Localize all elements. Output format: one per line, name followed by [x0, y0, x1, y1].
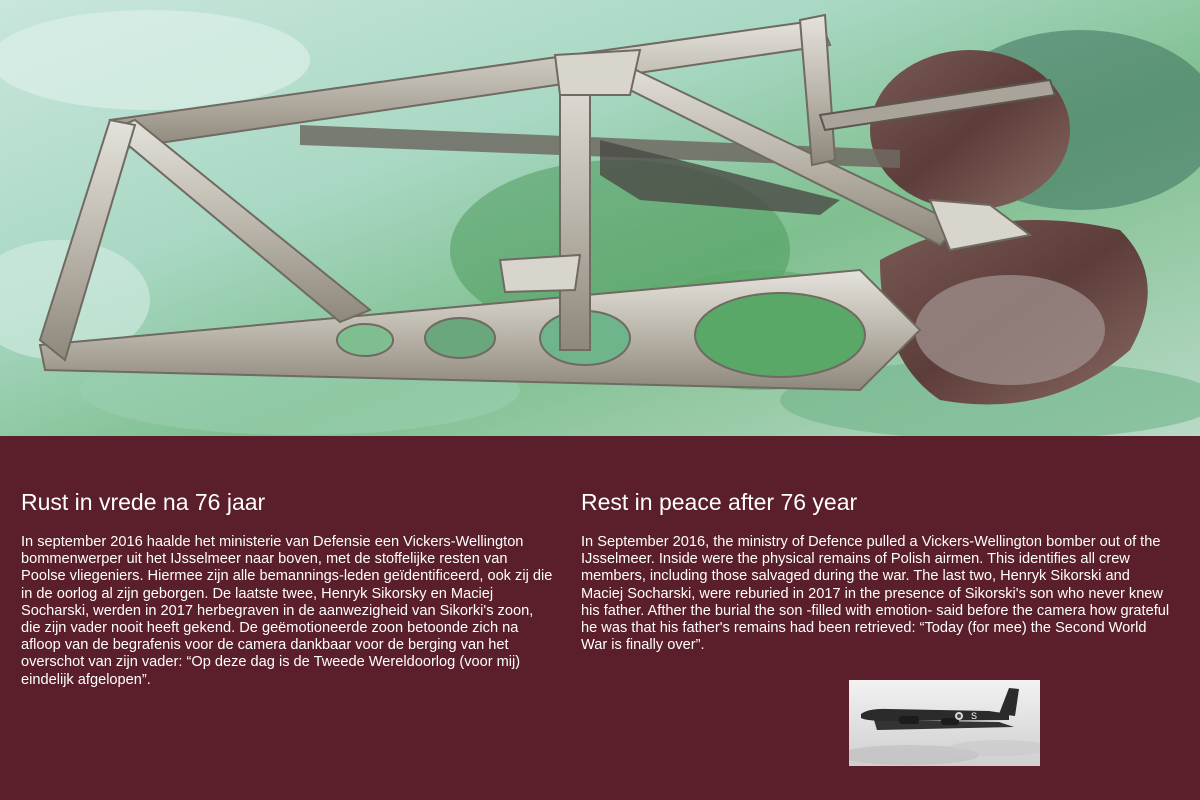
dutch-column	[21, 488, 556, 689]
english-heading: Rest in peace after 76 year	[581, 489, 858, 515]
dutch-body-text: In september 2016 haalde het ministerie van Defensie een Vickers-Wellington bommenwerper uit het IJsselmeer naar boven, met de stoffelijke resten van Poolse vliegeniers. Hiermee zijn alle bemannings-leden geïdentificeerd, ook zij die in de oorlog al zijn geborgen. De laatste twee, Henryk Sikorsky en Maciej Socharski, werden in 2017 herbegraven in de aanwezigheid van Sikorki's zoon, die zijn vader nooit heeft gekend. De geëmotioneerde zoon betoonde zich na afloop van de begrafenis voor de camera dankbaar voor de berging van het overschot van zijn vader: “Op deze dag is de Tweede Wereldoorlog (voor mij) eindelijk afgelopen”.	[21, 534, 553, 688]
english-body-text: In September 2016, the ministry of Defence pulled a Vickers-Wellington bomber out of the IJsselmeer. Inside were the physical remains of Polish airmen. This identifies all crew members, including those salvaged during the war. The last two, Henryk Sikorski and Maciej Socharski, were reburied in 2017 in the presence of Sikorski's son who never knew his father. Afther the burial the son -filled with emotion- said before the camera how grateful he was that his father's remains had been retrieved: “Today (for mee) the Second World War is finally over”.	[581, 534, 1170, 654]
fuselage-code: S	[971, 711, 978, 721]
bomber-aircraft-photo-icon	[849, 680, 1040, 766]
english-column	[581, 488, 1176, 654]
bomber-photo	[849, 680, 1040, 766]
dutch-heading: Rust in vrede na 76 jaar	[21, 489, 266, 515]
